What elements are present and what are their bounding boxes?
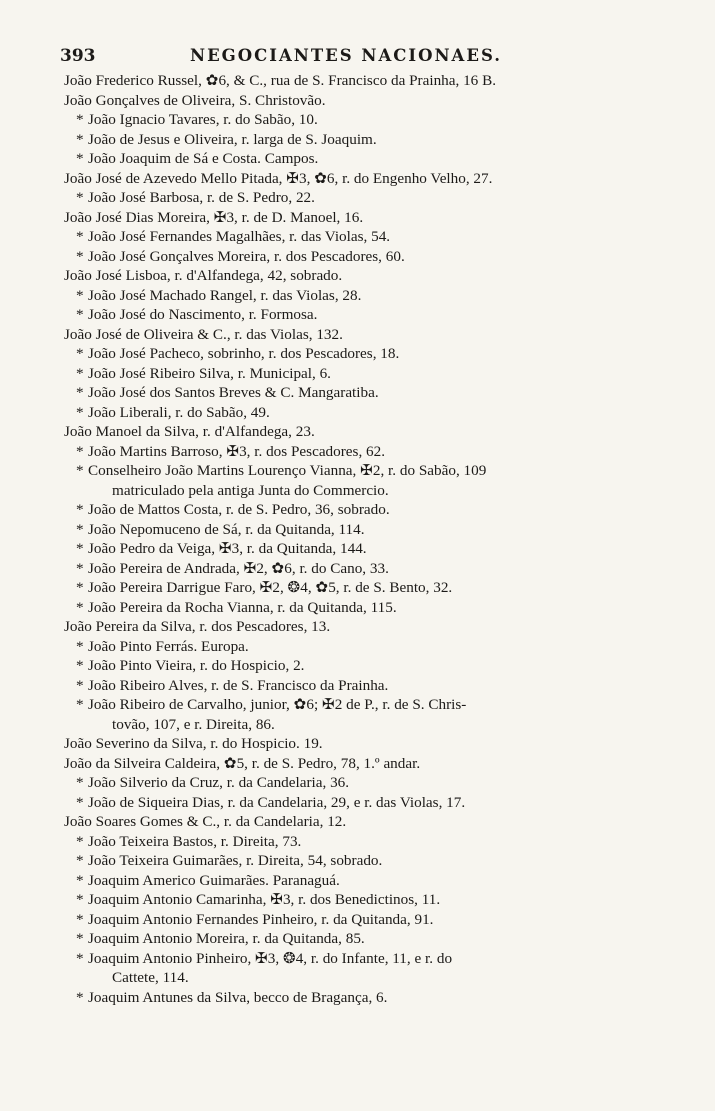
list-item (60, 286, 660, 306)
list-item (60, 500, 660, 520)
list-item (60, 325, 660, 345)
list-item (60, 344, 660, 364)
entry-text: João Silverio da Cruz, r. da Candelaria, 36. (88, 774, 350, 791)
asterisk-mark: * (76, 286, 84, 304)
asterisk-mark: * (76, 832, 84, 850)
asterisk-mark: * (76, 189, 84, 206)
entry-text: Joaquim Antunes da Silva, becco de Bragança, 6. (88, 988, 388, 1006)
entry-text: João José Fernandes Magalhães, r. das Violas, 54. (88, 228, 391, 245)
entry-text: João Gonçalves de Oliveira, S. Christovão. (64, 91, 326, 109)
entry-text: Joaquim Antonio Camarinha, ✠3, r. dos Benedictinos, 11. (88, 891, 441, 908)
entry-text: João José dos Santos Breves & C. Mangaratiba. (88, 384, 379, 401)
list-item (60, 208, 660, 228)
entry-text: João Pereira da Rocha Vianna, r. da Quitanda, 115. (88, 598, 397, 616)
entry-text: João José Lisboa, r. d'Alfandega, 42, sobrado. (64, 267, 343, 284)
asterisk-mark: * (76, 520, 84, 538)
entry-text: Joaquim Antonio Moreira, r. da Quitanda, 85. (88, 930, 365, 947)
entry-text: João Teixeira Bastos, r. Direita, 73. (88, 832, 302, 850)
list-item (60, 364, 660, 384)
asterisk-mark: * (76, 891, 84, 908)
asterisk-mark: * (76, 540, 84, 557)
entry-text: João José Pacheco, sobrinho, r. dos Pescadores, 18. (88, 345, 400, 362)
list-item (60, 539, 660, 559)
page-title: NEGOCIANTES NACIONAES. (190, 46, 503, 65)
entry-text: João Pereira Darrigue Faro, ✠2, ❂4, ✿5, r. de S. Bento, 32. (88, 579, 453, 596)
entry-text: João Pedro da Veiga, ✠3, r. da Quitanda, 144. (88, 540, 367, 557)
asterisk-mark: * (76, 579, 84, 596)
list-item (60, 695, 660, 715)
list-item (60, 598, 660, 618)
entry-text: João de Jesus e Oliveira, r. larga de S. Joaquim. (88, 130, 377, 148)
list-item (60, 71, 660, 91)
list-item (60, 188, 660, 208)
entry-text: João Severino da Silva, r. do Hospicio. 19. (64, 735, 323, 752)
asterisk-mark: * (76, 598, 84, 616)
list-item (60, 110, 660, 130)
asterisk-mark: * (76, 793, 84, 811)
entry-text: João José Ribeiro Silva, r. Municipal, 6. (88, 364, 331, 382)
list-item (60, 578, 660, 598)
asterisk-mark: * (76, 676, 84, 694)
list-item (60, 929, 660, 949)
entry-text: João Pinto Ferrás. Europa. (88, 637, 249, 655)
asterisk-mark: * (76, 130, 84, 148)
entry-text: João Pinto Vieira, r. do Hospicio, 2. (88, 657, 305, 674)
asterisk-mark: * (76, 150, 84, 167)
entry-text: João Manoel da Silva, r. d'Alfandega, 23. (64, 423, 315, 440)
asterisk-mark: * (76, 559, 84, 577)
list-item (60, 461, 660, 481)
entry-text: João José Machado Rangel, r. das Violas, 28. (88, 286, 362, 304)
entry-text: João Soares Gomes & C., r. da Candelaria, 12. (64, 813, 347, 830)
entry-text: João José Barbosa, r. de S. Pedro, 22. (88, 189, 315, 206)
entry-text: Conselheiro João Martins Lourenço Vianna, ✠2, r. do Sabão, 109 (88, 462, 487, 479)
asterisk-mark: * (76, 637, 84, 655)
asterisk-mark: * (76, 852, 84, 869)
list-item (60, 812, 660, 832)
entry-text: João José Dias Moreira, ✠3, r. de D. Manoel, 16. (64, 208, 364, 226)
entry-continuation: matriculado pela antiga Junta do Commercio. (112, 481, 389, 499)
list-item (60, 637, 660, 657)
asterisk-mark: * (76, 384, 84, 401)
entry-text: Joaquim Antonio Fernandes Pinheiro, r. da Quitanda, 91. (88, 910, 434, 928)
entry-continuation: Cattete, 114. (112, 969, 189, 986)
asterisk-mark: * (76, 247, 84, 265)
asterisk-mark: * (76, 364, 84, 382)
entry-text: João Joaquim de Sá e Costa. Campos. (88, 150, 319, 167)
list-item (60, 617, 660, 637)
entry-text: João Frederico Russel, ✿6, & C., rua de S. Francisco da Prainha, 16 B. (64, 72, 496, 89)
asterisk-mark: * (76, 462, 84, 479)
list-item (60, 832, 660, 852)
asterisk-mark: * (76, 345, 84, 362)
list-item (60, 559, 660, 579)
list-item (60, 91, 660, 111)
list-item (60, 130, 660, 150)
entry-text: João Pereira de Andrada, ✠2, ✿6, r. do Cano, 33. (88, 559, 389, 577)
entry-text: João Nepomuceno de Sá, r. da Quitanda, 114. (88, 520, 365, 538)
entry-text: João José Gonçalves Moreira, r. dos Pescadores, 60. (88, 247, 405, 265)
list-item (60, 520, 660, 540)
entry-text: Joaquim Antonio Pinheiro, ✠3, ❂4, r. do Infante, 11, e r. do (88, 949, 453, 967)
list-item (60, 266, 660, 286)
entry-text: João José do Nascimento, r. Formosa. (88, 306, 318, 323)
list-item (60, 247, 660, 267)
entry-text: João Ignacio Tavares, r. do Sabão, 10. (88, 111, 318, 128)
entry-text: João Teixeira Guimarães, r. Direita, 54, sobrado. (88, 852, 383, 869)
entry-text: João Ribeiro de Carvalho, junior, ✿6; ✠2 de P., r. de S. Chris- (88, 696, 467, 713)
running-head (60, 46, 635, 70)
list-item (60, 305, 660, 325)
entry-text: João da Silveira Caldeira, ✿5, r. de S. Pedro, 78, 1.º andar. (64, 754, 421, 772)
list-item (60, 383, 660, 403)
list-item (60, 676, 660, 696)
list-item (60, 773, 660, 793)
entry-text: João José de Oliveira & C., r. das Violas, 132. (64, 325, 343, 343)
list-item (60, 910, 660, 930)
list-item (60, 149, 660, 169)
list-item (60, 988, 660, 1008)
page-number: 393 (60, 46, 96, 66)
list-item (60, 442, 660, 462)
list-item (60, 754, 660, 774)
list-item (60, 793, 660, 813)
list-item (60, 422, 660, 442)
asterisk-mark: * (76, 111, 84, 128)
asterisk-mark: * (76, 949, 84, 967)
entry-text: João José de Azevedo Mello Pitada, ✠3, ✿6, r. do Engenho Velho, 27. (64, 169, 493, 187)
list-item (60, 871, 660, 891)
entry-text: João de Siqueira Dias, r. da Candelaria, 29, e r. das Violas, 17. (88, 793, 466, 811)
asterisk-mark: * (76, 657, 84, 674)
list-item (60, 169, 660, 189)
entry-text: João Liberali, r. do Sabão, 49. (88, 403, 270, 421)
entry-text: João Pereira da Silva, r. dos Pescadores, 13. (64, 618, 331, 635)
list-item (60, 656, 660, 676)
asterisk-mark: * (76, 930, 84, 947)
entry-continuation: tovão, 107, e r. Direita, 86. (112, 715, 275, 733)
asterisk-mark: * (76, 403, 84, 421)
asterisk-mark: * (76, 501, 84, 518)
merchant-list (60, 71, 660, 1007)
asterisk-mark: * (76, 228, 84, 245)
list-item (60, 403, 660, 423)
list-item (60, 949, 660, 969)
entry-text: João Martins Barroso, ✠3, r. dos Pescadores, 62. (88, 442, 386, 460)
asterisk-mark: * (76, 442, 84, 460)
asterisk-mark: * (76, 696, 84, 713)
asterisk-mark: * (76, 774, 84, 791)
list-item (60, 890, 660, 910)
asterisk-mark: * (76, 871, 84, 889)
asterisk-mark: * (76, 910, 84, 928)
list-item (60, 734, 660, 754)
entry-text: João de Mattos Costa, r. de S. Pedro, 36, sobrado. (88, 501, 390, 518)
entry-text: Joaquim Americo Guimarães. Paranaguá. (88, 871, 340, 889)
list-item (60, 851, 660, 871)
asterisk-mark: * (76, 988, 84, 1006)
asterisk-mark: * (76, 306, 84, 323)
entry-text: João Ribeiro Alves, r. de S. Francisco da Prainha. (88, 676, 389, 694)
list-item (60, 227, 660, 247)
